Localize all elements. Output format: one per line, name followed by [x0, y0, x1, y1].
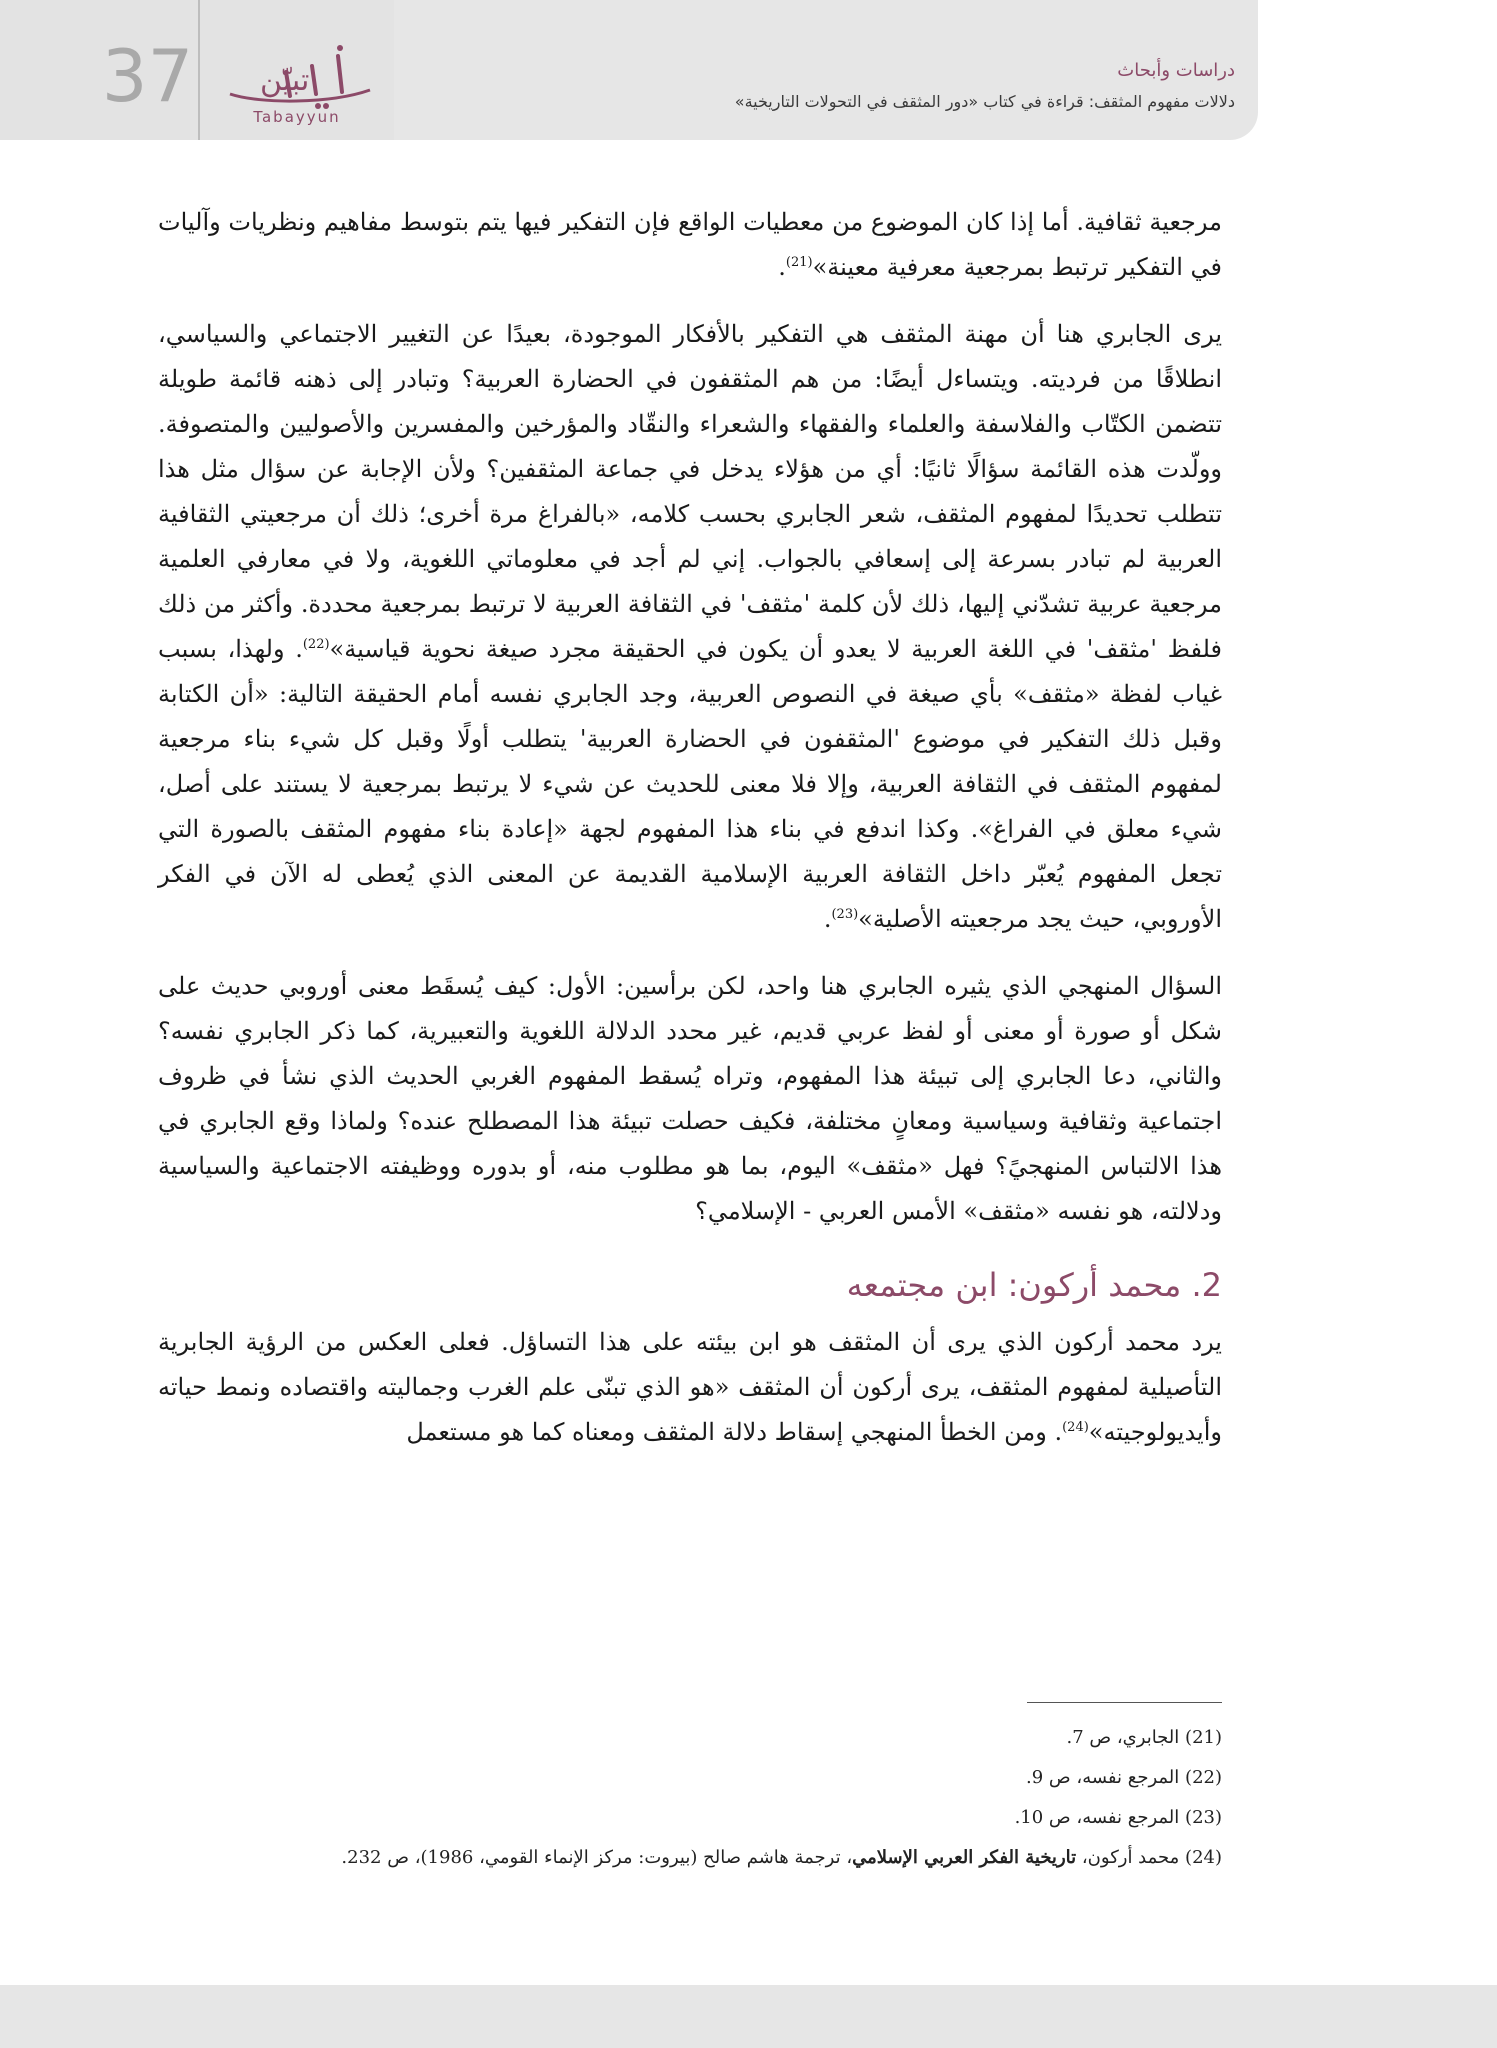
paragraph: السؤال المنهجي الذي يثيره الجابري هنا واحد، لكن برأسين: الأول: كيف يُسقَط معنى أوروبي حديث على شكل أو صورة أو معنى أو لفظ عربي قديم، غير محدد الدلالة اللغوية والتعبيرية، كما ذكر الجابري نفسه؟ والثاني، دعا الجابري إلى تبيئة هذا المفهوم، وتراه يُسقط المفهوم الغربي الحديث الذي نشأ في ظروف اجتماعية وثقافية وسياسية ومعانٍ مختلفة، فكيف حصلت تبيئة هذا المصطلح عنده؟ ولماذا وقع الجابري في هذا الالتباس المنهجيً؟ فهل «مثقف» اليوم، بما هو مطلوب منه، أو بدوره ووظيفته الاجتماعية والسياسية ودلالته، هو نفسه «مثقف» الأمس العربي - الإسلامي؟	[158, 972, 1222, 1225]
paragraph: يرى الجابري هنا أن مهنة المثقف هي التفكير بالأفكار الموجودة، بعيدًا عن التغيير الاجتماعي والسياسي، انطلاقًا من فرديته. ويتساءل أيضًا: من هم المثقفون في الحضارة العربية؟ وتبادر إلى ذهنه قائمة طويلة تتضمن الكتّاب والفلاسفة والعلماء والفقهاء والشعراء والنقّاد والمؤرخين والمفسرين والأصوليين والمتصوفة. وولّدت هذه القائمة سؤالًا ثانيًا: أي من هؤلاء يدخل في جماعة المثقفين؟ ولأن الإجابة عن سؤال مثل هذا تتطلب تحديدًا لمفهوم المثقف، شعر الجابري بحسب كلامه، «بالفراغ مرة أخرى؛ ذلك أن مرجعيتي الثقافية العربية لم تبادر بسرعة إلى إسعافي بالجواب. إني لم أجد في معلوماتي اللغوية، ولا في معارفي العلمية مرجعية عربية تشدّني إليها، ذلك لأن كلمة 'مثقف' في الثقافة العربية لا ترتبط بمرجعية محددة. وأكثر من ذلك فلفظ 'مثقف' في اللغة العربية لا يعدو أن يكون في الحقيقة مجرد صيغة نحوية قياسية»$^{(22)}$. ولهذا، بسبب غياب لفظة «مثقف» بأي صيغة في النصوص العربية، وجد الجابري نفسه أمام الحقيقة التالية: «أن الكتابة وقبل ذلك التفكير في موضوع 'المثقفون في الحضارة العربية' يتطلب أولًا وقبل كل شيء بناء مرجعية لمفهوم المثقف في الثقافة العربية، وإلا فلا معنى للحديث عن شيء لا يرتبط بمرجعية لا يستند على أصل، شيء معلق في الفراغ». وكذا اندفع في بناء هذا المفهوم لجهة «إعادة بناء مفهوم المثقف بالصورة التي تجعل المفهوم يُعبّر داخل الثقافة العربية الإسلامية القديمة عن المعنى الذي يُعطى له الآن في الفكر الأوروبي، حيث يجد مرجعيته الأصلية»$^{(23)}$.	[158, 320, 1223, 933]
section-label: دراسات وأبحاث	[1117, 60, 1235, 81]
section-heading: 2. محمد أركون: ابن مجتمعه	[846, 1266, 1222, 1304]
footnote: (24) محمد أركون، تاريخية الفكر العربي الإسلامي، ترجمة هاشم صالح (بيروت: مركز الإنماء القومي، 1986)، ص 232.	[341, 1847, 1222, 1868]
paragraph: مرجعية ثقافية. أما إذا كان الموضوع من معطيات الواقع فإن التفكير فيها يتم بتوسط مفاهيم ونظريات وآليات في التفكير ترتبط بمرجعية معرفية معينة»$^{(21)}$.	[158, 208, 1222, 281]
footnote-ref: (21)	[785, 255, 813, 270]
logo-arabic: تبيّن	[260, 63, 310, 98]
footnotes	[158, 1718, 1222, 1878]
footnote-ref: (24)	[1062, 1420, 1089, 1435]
footnote: (22) المرجع نفسه، ص 9.	[1026, 1767, 1222, 1788]
article-body	[158, 200, 1222, 1455]
running-title: دلالات مفهوم المثقف: قراءة في كتاب «دور المثقف في التحولات التاريخية»	[734, 92, 1235, 111]
paragraph: يرد محمد أركون الذي يرى أن المثقف هو ابن بيئته على هذا التساؤل. فعلى العكس من الرؤية الجابرية التأصيلية لمفهوم المثقف، يرى أركون أن المثقف «هو الذي تبنّى علم الغرب وجماليته واقتصاده ونمط حياته وأيديولوجيته»$^{(24)}$. ومن الخطأ المنهجي إسقاط دلالة المثقف ومعناه كما هو مستعمل	[158, 1328, 1223, 1446]
footnote-divider	[1027, 1702, 1222, 1703]
footnote: (21) الجابري، ص 7.	[1066, 1727, 1222, 1748]
footnote: (23) المرجع نفسه، ص 10.	[1014, 1807, 1222, 1828]
footnote-ref: (23)	[831, 907, 859, 922]
journal-logo	[198, 0, 394, 140]
footer-band	[0, 1985, 1497, 2048]
page-number: 37	[101, 34, 194, 118]
footnote-ref: (22)	[302, 637, 330, 652]
logo-latin: Tabayyun	[253, 108, 341, 126]
